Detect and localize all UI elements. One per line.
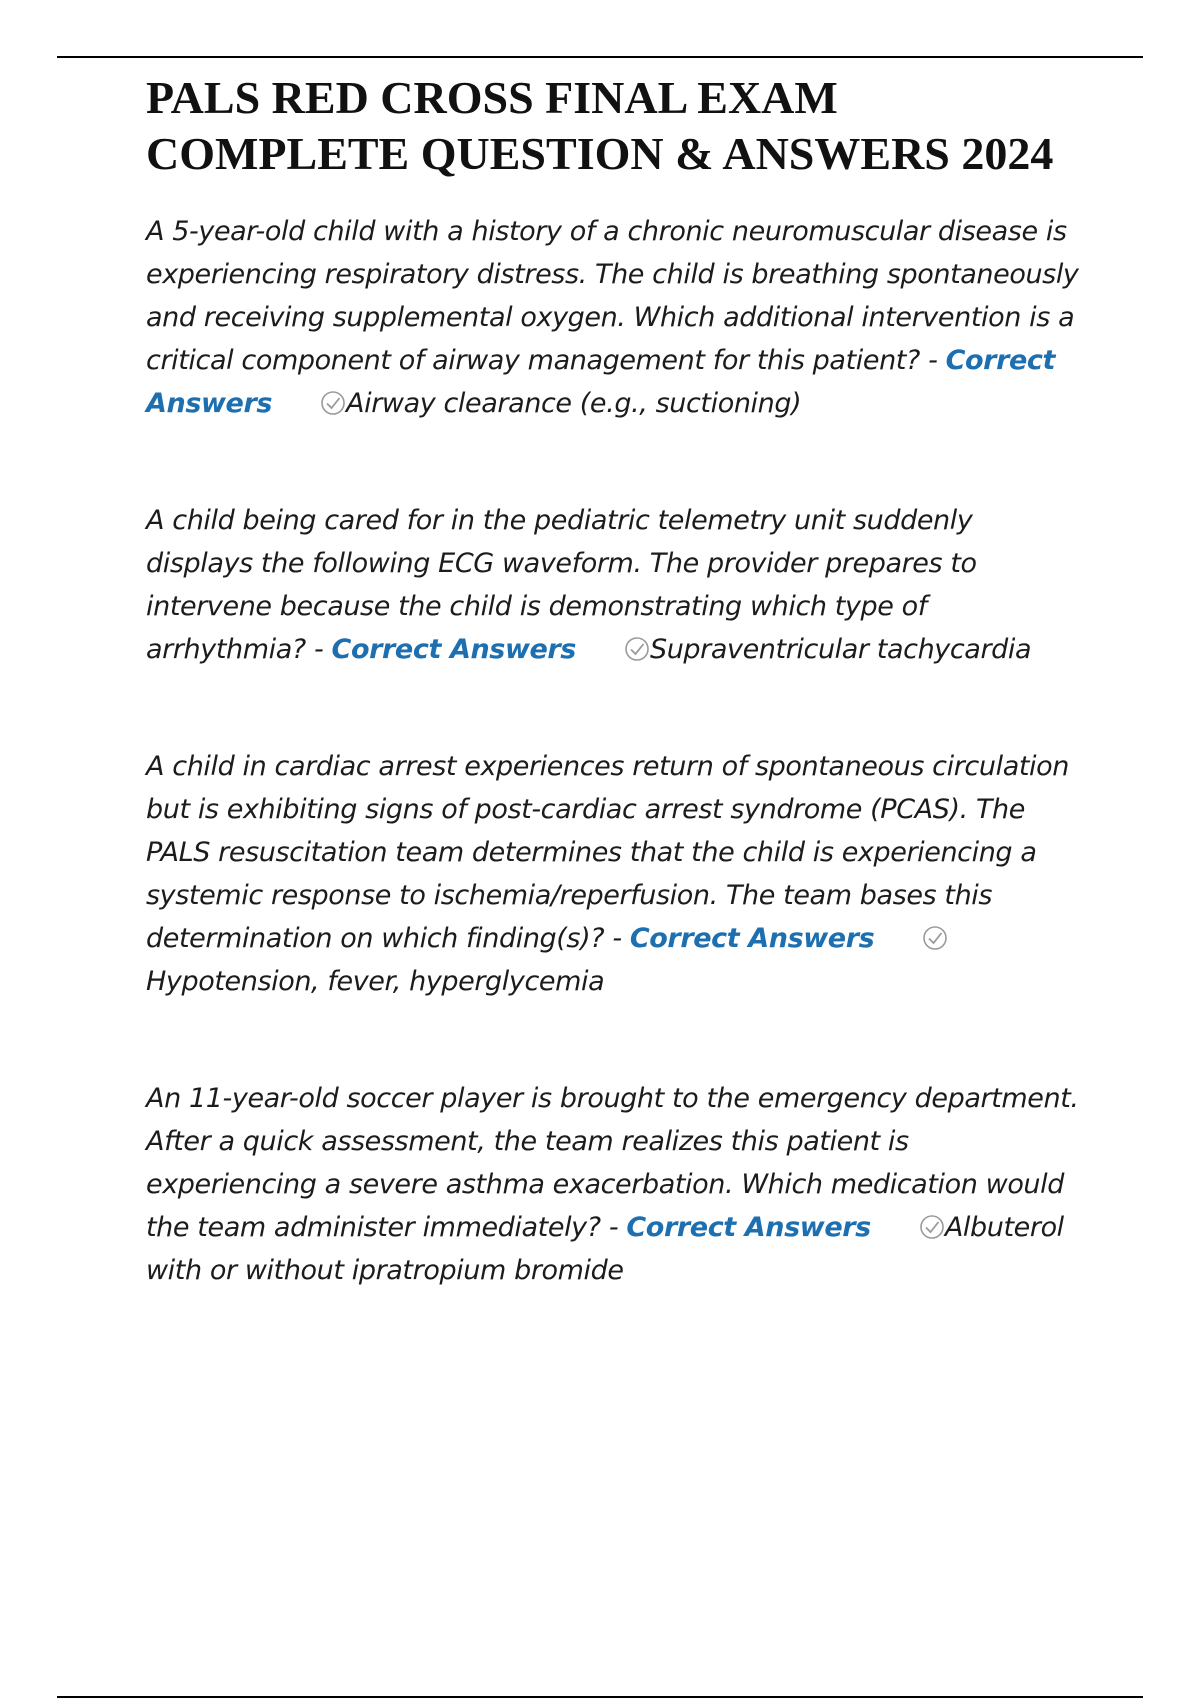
question-text: An 11-year-old soccer player is brought to the emergency department. After a quick assessment, the team realizes this patient is experiencing a severe asthma exacerbation. Which medication would the team administer immediately? - xyxy=(146,1083,1079,1243)
answer-text: Supraventricular tachycardia xyxy=(649,634,1032,665)
document-title: PALS RED CROSS FINAL EXAM COMPLETE QUESTION & ANSWERS 2024 xyxy=(146,72,1054,179)
answer-text: Hypotension, fever, hyperglycemia xyxy=(146,966,605,997)
qa-item xyxy=(146,1077,1086,1292)
document-body xyxy=(146,70,1086,1292)
answer-text: Airway clearance (e.g., suctioning) xyxy=(346,388,802,419)
qa-item xyxy=(146,499,1086,671)
correct-answers-label: Correct Answers xyxy=(626,1212,871,1243)
question-text: A child being cared for in the pediatric telemetry unit suddenly displays the following ECG waveform. The provider prepares to intervene because the child is demonstrating which type of arrhythmia? - xyxy=(146,505,977,665)
question-text: A 5-year-old child with a history of a chronic neuromuscular disease is experiencing respiratory distress. The child is breathing spontaneously and receiving supplemental oxygen. Which additional intervention is a critical component of airway management for this patient? - xyxy=(146,216,1079,376)
top-rule xyxy=(57,56,1143,58)
correct-answers-label: Correct Answers xyxy=(629,923,875,954)
correct-answers-label: Correct Answers xyxy=(146,345,1056,419)
check-icon xyxy=(624,636,650,662)
correct-answers-label: Correct Answers xyxy=(331,634,576,665)
answer-text: Albuterol with or without ipratropium bromide xyxy=(146,1212,1064,1286)
check-icon xyxy=(922,925,948,951)
question-text: A child in cardiac arrest experiences return of spontaneous circulation but is exhibiting signs of post-cardiac arrest syndrome (PCAS). The PALS resuscitation team determines that the child is experiencing a systemic response to ischemia/reperfusion. The team bases this determination on which finding(s)? - xyxy=(146,751,1069,954)
check-icon xyxy=(320,390,346,416)
bottom-rule xyxy=(57,1696,1143,1698)
check-icon xyxy=(919,1214,945,1240)
qa-item xyxy=(146,210,1086,425)
qa-item xyxy=(146,745,1086,1003)
